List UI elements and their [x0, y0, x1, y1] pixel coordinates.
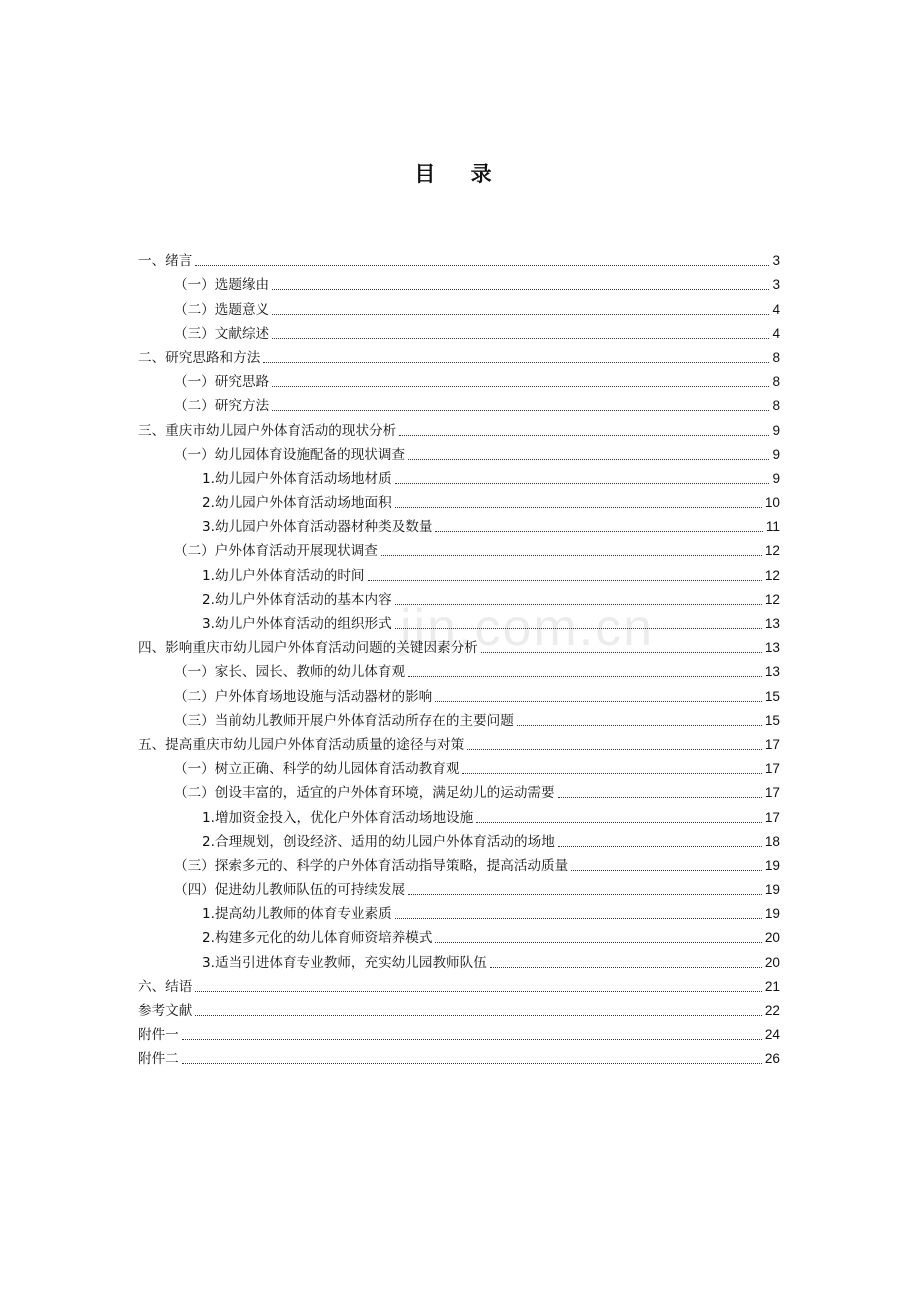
toc-entry-label: （二）创设丰富的，适宜的户外体育环境，满足幼儿的运动需要: [174, 785, 555, 802]
toc-entry[interactable]: [138, 681, 780, 705]
toc-entry[interactable]: [138, 585, 780, 609]
toc-entry-page: 8: [772, 349, 780, 365]
toc-entry-page: 8: [772, 374, 780, 390]
toc-entry[interactable]: [138, 367, 780, 391]
toc-entry[interactable]: [138, 633, 780, 657]
toc-entry-page: 26: [764, 1051, 780, 1067]
toc-entry[interactable]: [138, 1044, 780, 1068]
toc-entry-page: 13: [764, 640, 780, 656]
toc-entry[interactable]: [138, 754, 780, 778]
toc-entry-label: 2.构建多元化的幼儿体育师资培养模式: [202, 930, 433, 947]
toc-dot-leader: [195, 999, 762, 1016]
toc-dot-leader: [272, 298, 769, 315]
toc-entry[interactable]: [138, 440, 780, 464]
toc-entry[interactable]: [138, 512, 780, 536]
toc-entry-page: 22: [764, 1003, 780, 1018]
toc-dot-leader: [558, 830, 762, 847]
toc-dot-leader: [272, 394, 769, 411]
toc-entry-label: （一）选题缘由: [174, 277, 270, 294]
toc-entry[interactable]: [138, 609, 780, 633]
toc-dot-leader: [435, 685, 762, 702]
toc-entry-label: 2.合理规划，创设经济、适用的幼儿园户外体育活动的场地: [202, 833, 555, 850]
toc-dot-leader: [558, 781, 762, 798]
toc-dot-leader: [381, 539, 762, 556]
toc-entry-label: （一）幼儿园体育设施配备的现状调查: [174, 446, 406, 463]
toc-dot-leader: [408, 660, 762, 677]
toc-entry[interactable]: [138, 343, 780, 367]
toc-dot-leader: [272, 370, 769, 387]
toc-entry-label: 三、重庆市幼儿园户外体育活动的现状分析: [138, 422, 397, 439]
toc-entry[interactable]: [138, 802, 780, 826]
toc-entry-page: 20: [764, 930, 780, 946]
toc-entry-label: 2.幼儿户外体育活动的基本内容: [202, 591, 392, 608]
toc-entry-page: 9: [772, 470, 780, 486]
toc-entry-label: 五、提高重庆市幼儿园户外体育活动质量的途径与对策: [138, 736, 465, 753]
toc-entry-page: 3: [772, 277, 780, 293]
toc-entry-page: 17: [764, 736, 780, 752]
toc-entry-page: 8: [772, 398, 780, 414]
toc-dot-leader: [408, 878, 762, 895]
toc-entry-label: 1.增加资金投入，优化户外体育活动场地设施: [202, 809, 474, 826]
toc-dot-leader: [272, 322, 769, 339]
toc-dot-leader: [476, 806, 762, 823]
toc-entry-page: 19: [764, 906, 780, 922]
toc-entry-label: 3.幼儿户外体育活动的组织形式: [202, 616, 392, 632]
toc-entry[interactable]: [138, 996, 780, 1020]
toc-entry[interactable]: [138, 875, 780, 899]
toc-entry-page: 12: [764, 543, 780, 559]
toc-entry-page: 12: [764, 591, 780, 607]
toc-dot-leader: [408, 443, 769, 460]
toc-entry-page: 15: [764, 712, 780, 728]
toc-dot-leader: [395, 612, 762, 629]
toc-entry-page: 20: [764, 954, 780, 970]
toc-entry[interactable]: [138, 1020, 780, 1044]
toc-entry-label: （三）文献综述: [174, 325, 270, 342]
toc-dot-leader: [399, 419, 769, 436]
toc-entry[interactable]: [138, 947, 780, 971]
toc-dot-leader: [368, 564, 762, 581]
toc-dot-leader: [395, 902, 762, 919]
toc-entry-label: （二）研究方法: [174, 398, 270, 415]
toc-entry-page: 4: [772, 325, 780, 341]
toc-entry-label: 3.幼儿园户外体育活动器材种类及数量: [202, 519, 433, 536]
toc-entry-label: 参考文献: [138, 1003, 193, 1019]
toc-dot-leader: [517, 709, 762, 726]
toc-dot-leader: [395, 467, 770, 484]
toc-entry-page: 10: [764, 495, 780, 511]
toc-entry-page: 24: [764, 1027, 780, 1043]
toc-entry[interactable]: [138, 415, 780, 439]
toc-dot-leader: [462, 757, 761, 774]
toc-entry-page: 17: [764, 785, 780, 801]
toc-entry[interactable]: [138, 778, 780, 802]
toc-entry[interactable]: [138, 488, 780, 512]
table-of-contents: [138, 246, 780, 1068]
toc-entry-label: 1.幼儿园户外体育活动场地材质: [202, 470, 392, 487]
toc-dot-leader: [395, 588, 762, 605]
toc-entry-label: （三）探索多元的、科学的户外体育活动指导策略，提高活动质量: [174, 857, 569, 874]
toc-entry-page: 13: [764, 616, 780, 631]
toc-dot-leader: [182, 1023, 762, 1040]
toc-dot-leader: [195, 249, 769, 266]
toc-entry-page: 13: [764, 664, 780, 680]
toc-entry-page: 19: [764, 882, 780, 898]
toc-entry-label: （一）研究思路: [174, 374, 270, 391]
toc-entry[interactable]: [138, 899, 780, 923]
toc-entry-label: 1.提高幼儿教师的体育专业素质: [202, 906, 392, 923]
toc-dot-leader: [272, 273, 769, 290]
toc-entry[interactable]: [138, 730, 780, 754]
toc-dot-leader: [435, 926, 761, 943]
toc-entry-page: 21: [764, 978, 780, 994]
toc-entry-label: 二、研究思路和方法: [138, 349, 261, 366]
toc-entry-label: （一）家长、园长、教师的幼儿体育观: [174, 664, 406, 681]
toc-entry-page: 11: [765, 519, 780, 535]
toc-dot-leader: [395, 491, 762, 508]
page-title: 目 录: [414, 162, 506, 186]
toc-entry-page: 17: [764, 761, 780, 777]
toc-entry-page: 3: [772, 253, 780, 269]
toc-entry-label: 六、结语: [138, 978, 193, 995]
toc-dot-leader: [263, 346, 769, 363]
toc-entry[interactable]: [138, 827, 780, 851]
toc-entry-page: 9: [772, 422, 780, 438]
toc-entry-label: 一、绪言: [138, 253, 193, 270]
toc-entry[interactable]: [138, 851, 780, 875]
toc-dot-leader: [490, 951, 762, 968]
toc-entry[interactable]: [138, 319, 780, 343]
toc-entry[interactable]: [138, 391, 780, 415]
toc-entry-label: （三）当前幼儿教师开展户外体育活动所存在的主要问题: [174, 712, 514, 729]
toc-entry[interactable]: [138, 246, 780, 270]
toc-entry[interactable]: [138, 972, 780, 996]
toc-entry[interactable]: [138, 706, 780, 730]
toc-dot-leader: [571, 854, 762, 871]
toc-entry-label: （二）选题意义: [174, 301, 270, 318]
toc-entry-page: 12: [764, 567, 780, 583]
toc-entry-page: 17: [764, 809, 780, 825]
toc-entry-page: 18: [764, 833, 780, 849]
toc-entry-label: 2.幼儿园户外体育活动场地面积: [202, 495, 392, 512]
toc-dot-leader: [467, 733, 762, 750]
toc-entry-page: 4: [772, 301, 780, 317]
toc-dot-leader: [195, 975, 762, 992]
toc-entry-label: 附件二: [138, 1051, 179, 1068]
toc-entry-label: 1.幼儿户外体育活动的时间: [202, 567, 365, 584]
toc-entry[interactable]: [138, 657, 780, 681]
toc-entry-label: （四）促进幼儿教师队伍的可持续发展: [174, 882, 406, 899]
toc-entry[interactable]: [138, 560, 780, 584]
toc-entry[interactable]: [138, 536, 780, 560]
toc-entry-page: 15: [764, 688, 780, 704]
toc-entry-label: 3.适当引进体育专业教师，充实幼儿园教师队伍: [202, 954, 487, 971]
toc-dot-leader: [435, 515, 762, 532]
toc-entry[interactable]: [138, 294, 780, 318]
toc-entry-label: 附件一: [138, 1027, 179, 1044]
watermark-text: jin.com.cn: [400, 599, 655, 657]
toc-dot-leader: [182, 1047, 762, 1064]
toc-entry[interactable]: [138, 464, 780, 488]
toc-entry[interactable]: [138, 923, 780, 947]
toc-entry-label: （二）户外体育场地设施与活动器材的影响: [174, 688, 433, 705]
toc-entry-page: 9: [772, 446, 780, 462]
toc-entry[interactable]: [138, 270, 780, 294]
toc-entry-label: （一）树立正确、科学的幼儿园体育活动教育观: [174, 761, 460, 778]
toc-entry-page: 19: [764, 857, 780, 873]
toc-dot-leader: [481, 636, 762, 653]
toc-entry-label: 四、影响重庆市幼儿园户外体育活动问题的关键因素分析: [138, 640, 478, 657]
toc-entry-label: （二）户外体育活动开展现状调查: [174, 543, 378, 560]
